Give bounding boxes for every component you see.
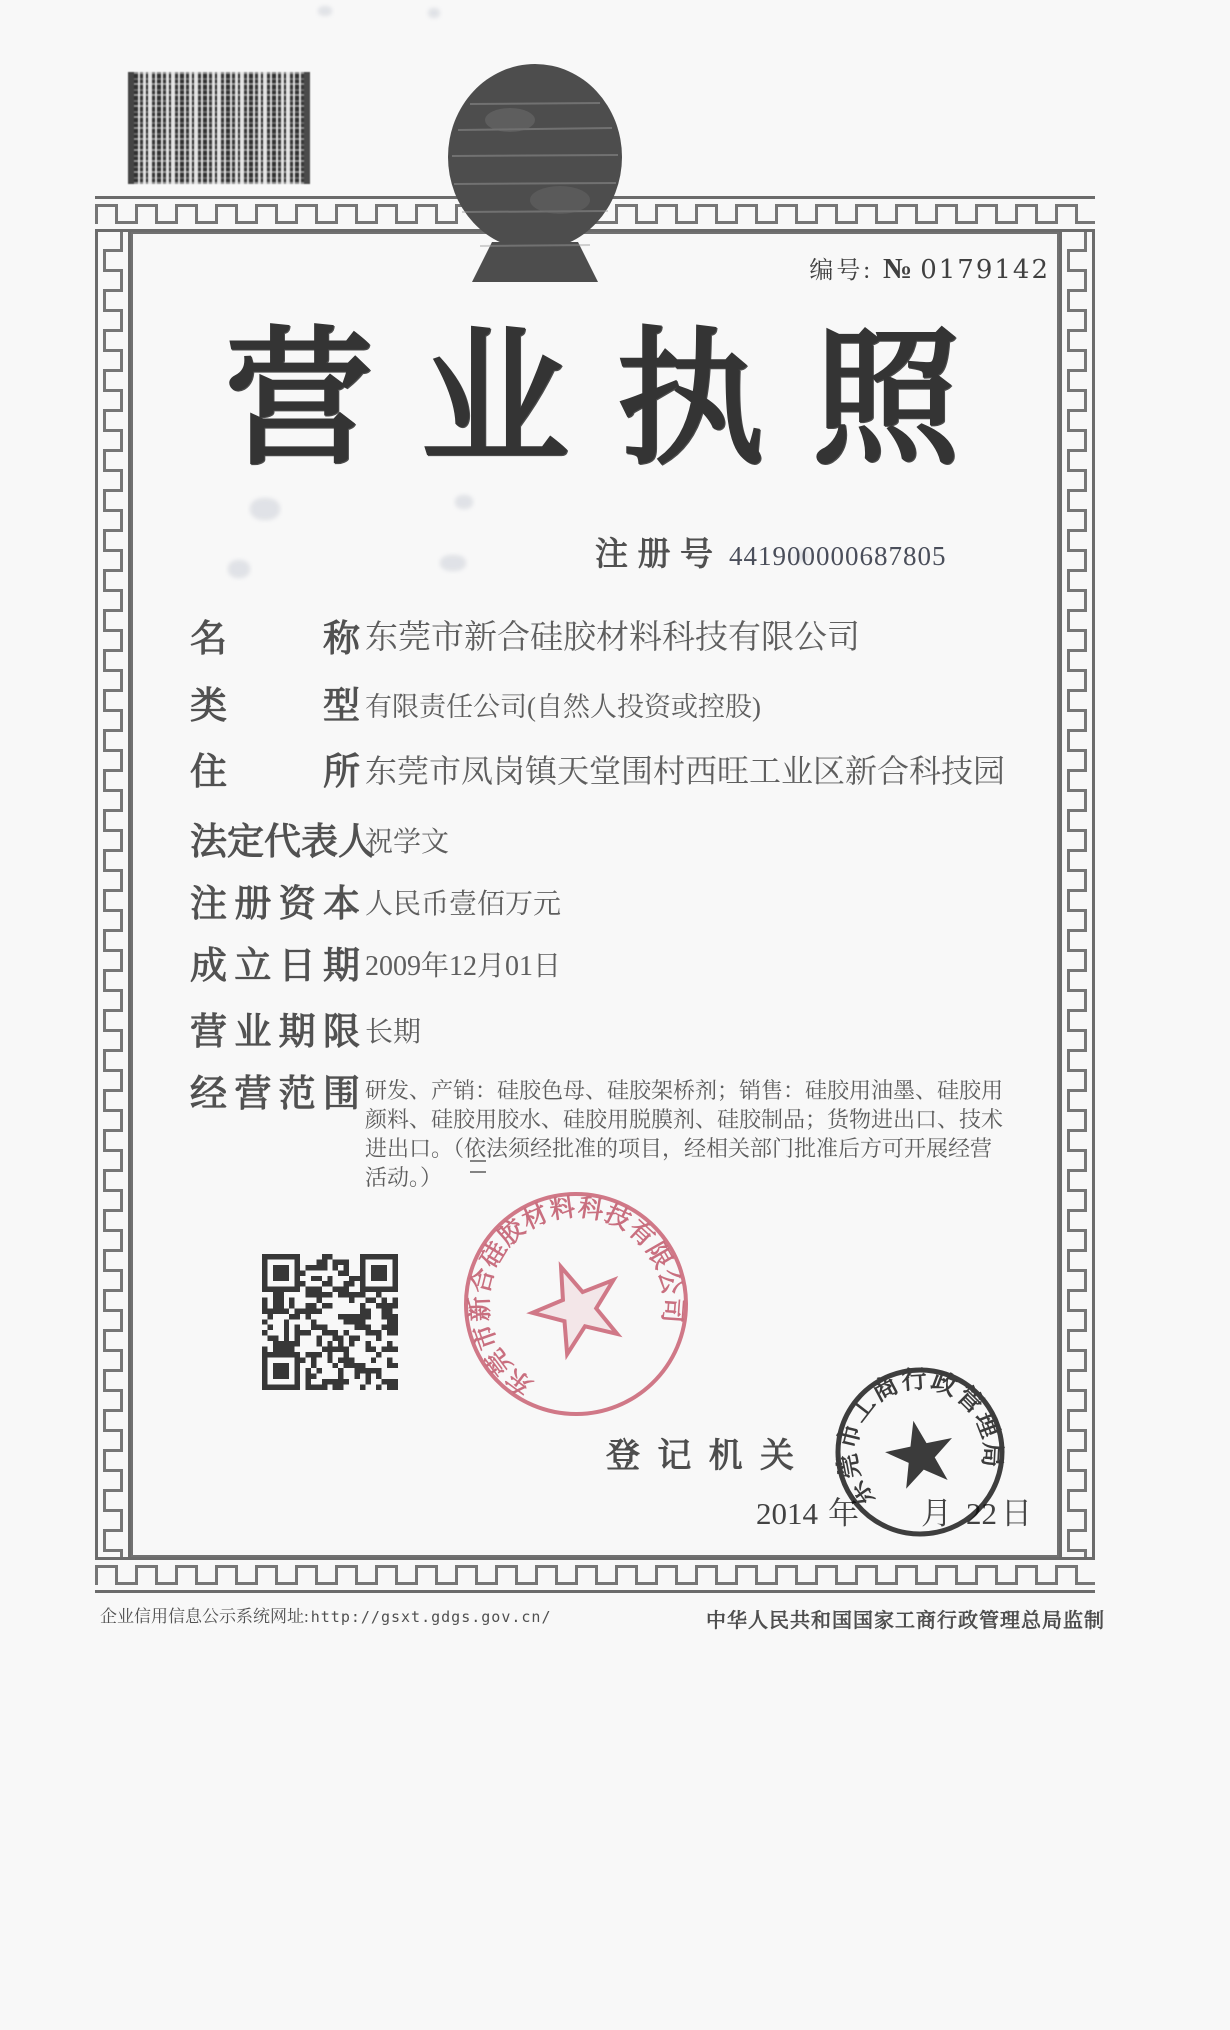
field-label: 营 业 期 限 bbox=[190, 1012, 360, 1053]
field-value: 祝学文 bbox=[365, 827, 450, 859]
field-row-establishment-date bbox=[190, 948, 561, 985]
issue-year: 2014 bbox=[756, 1496, 818, 1531]
field-value: 东莞市凤岗镇天堂围村西旺工业区新合科技园 bbox=[365, 753, 1006, 789]
scope-line: 活动。） bbox=[365, 1165, 443, 1190]
barcode bbox=[128, 72, 310, 184]
registration-number: 441900000687805 bbox=[729, 541, 947, 571]
registration-number-row bbox=[595, 528, 947, 575]
national-emblem bbox=[440, 60, 630, 290]
serial-number-row bbox=[780, 250, 1050, 286]
footer-url-label: 企业信用信息公示系统网址: bbox=[100, 1607, 309, 1626]
serial-label: 编号: bbox=[809, 258, 874, 284]
scope-line: 颜料、硅胶用胶水、硅胶用脱膜剂、硅胶制品；货物进出口、技术 bbox=[365, 1107, 1004, 1132]
field-label: 法 定 代 表 人 bbox=[190, 822, 375, 863]
page-title: 营 业 执 照 bbox=[225, 313, 960, 485]
field-label: 经 营 范 围 bbox=[190, 1074, 360, 1115]
field-row-legal-representative bbox=[190, 824, 449, 861]
field-value: 2009年12月01日 bbox=[365, 951, 562, 983]
scan-artifact bbox=[428, 8, 440, 18]
field-value: 东莞市新合硅胶材料科技有限公司 bbox=[365, 620, 860, 656]
border-bottom bbox=[95, 1557, 1095, 1593]
field-row-address bbox=[190, 752, 1006, 794]
serial-number: 0179142 bbox=[920, 255, 1050, 285]
field-value: 长期 bbox=[365, 1017, 422, 1049]
scope-line: 研发、产销：硅胶色母、硅胶架桥剂；销售：硅胶用油墨、硅胶用 bbox=[365, 1078, 1004, 1103]
issue-day: 22 bbox=[966, 1496, 997, 1531]
authority-seal-text: 东莞市工商行政管理局 bbox=[833, 1366, 1006, 1512]
scan-artifact bbox=[318, 6, 332, 16]
field-label: 住 所 bbox=[190, 752, 360, 794]
field-row-registered-capital bbox=[190, 886, 561, 923]
border-right bbox=[1059, 232, 1095, 1557]
field-row-business-term bbox=[190, 1014, 421, 1051]
day-unit: 日 bbox=[1001, 1496, 1032, 1531]
star-icon bbox=[880, 1414, 960, 1492]
month-unit: 月 bbox=[921, 1496, 952, 1531]
footer-public-info bbox=[100, 1602, 551, 1627]
authority-seal-stamp bbox=[813, 1345, 1026, 1558]
registration-authority-label: 登 记 机 关 bbox=[606, 1438, 794, 1475]
year-unit: 年 bbox=[828, 1496, 859, 1531]
field-value: 有限责任公司(自然人投资或控股) bbox=[365, 692, 761, 723]
scope-line: 进出口。（依法须经批准的项目，经相关部门批准后方可开展经营 bbox=[365, 1136, 993, 1161]
registration-label: 注 册 号 bbox=[595, 537, 713, 573]
star-icon bbox=[520, 1251, 632, 1361]
field-row-type bbox=[190, 688, 761, 725]
footer-url: http://gsxt.gdgs.gov.cn/ bbox=[310, 1608, 552, 1626]
field-value: 人民币壹佰万元 bbox=[365, 889, 562, 921]
field-row-name bbox=[190, 619, 860, 661]
qr-code bbox=[262, 1254, 398, 1390]
field-label: 成 立 日 期 bbox=[190, 946, 360, 987]
field-label: 注 册 资 本 bbox=[190, 884, 360, 925]
border-left bbox=[95, 232, 131, 1557]
field-label: 类 型 bbox=[190, 686, 360, 727]
business-scope-text bbox=[365, 1076, 1055, 1192]
numero-sign: № bbox=[883, 253, 913, 285]
field-label: 名 称 bbox=[190, 619, 360, 661]
company-seal-text: 东莞市新合硅胶材料科技有限公司 bbox=[466, 1194, 686, 1400]
footer-issuer: 中华人民共和国国家工商行政管理总局监制 bbox=[706, 1610, 1105, 1632]
